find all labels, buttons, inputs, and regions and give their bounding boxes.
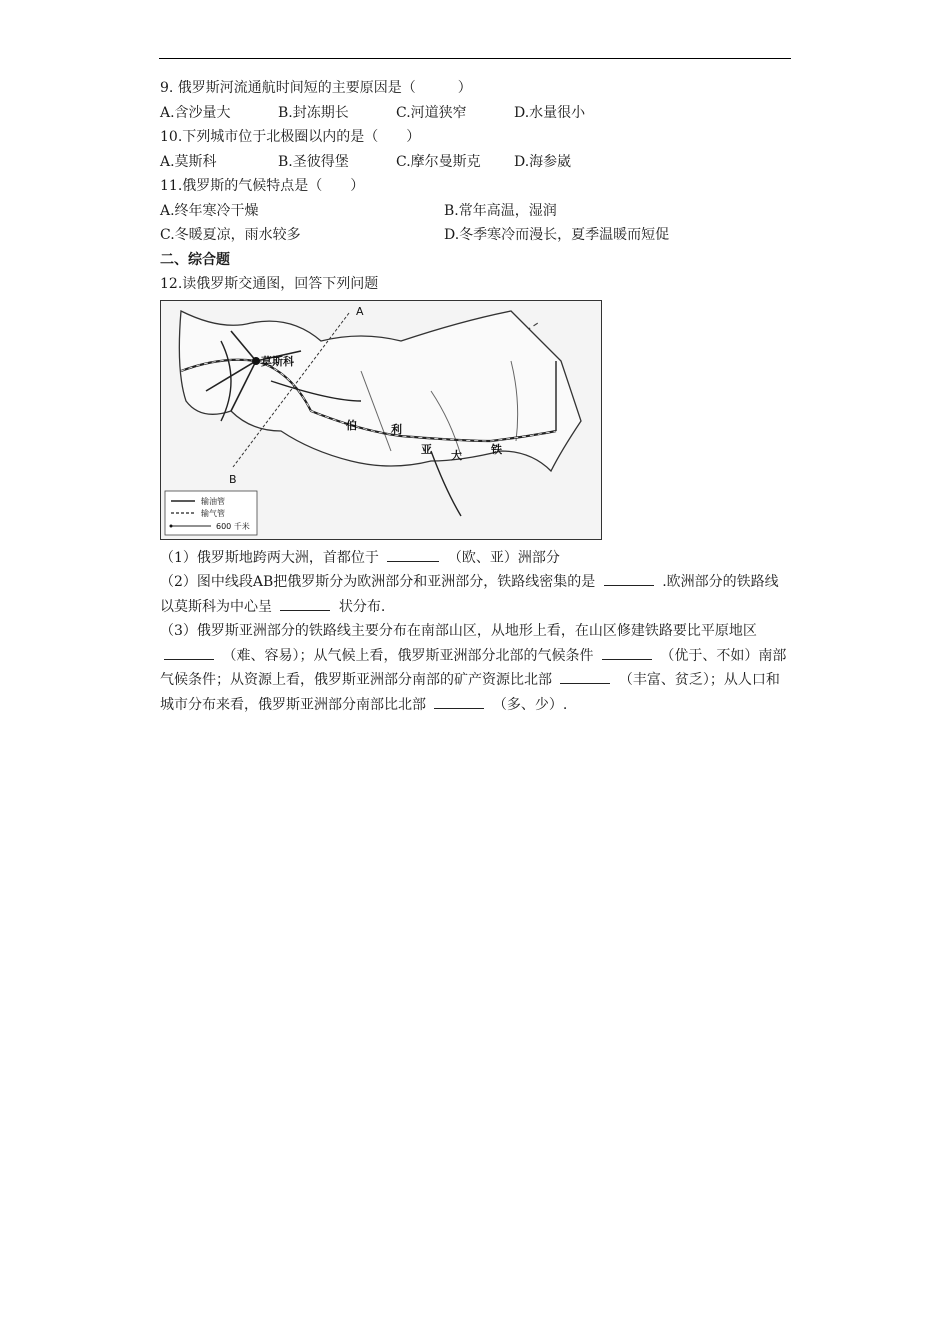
- q12-part3: [160, 619, 790, 717]
- q12-part2-text-b: .欧洲部分的铁路线以莫斯科为中心呈: [160, 574, 779, 615]
- q12-part1-text-b: （欧、亚）洲部分: [447, 549, 560, 566]
- q12-part2-text-a: （2）图中线段AB把俄罗斯分为欧洲部分和亚洲部分，铁路线密集的是: [160, 574, 596, 590]
- map-legend-oil: 输油管: [201, 496, 225, 506]
- map-rail-char-1: 伯: [346, 418, 357, 432]
- q12-part1-blank[interactable]: [387, 547, 439, 562]
- map-label-b: B: [229, 472, 237, 486]
- q10-option-a: A.莫斯科: [160, 153, 217, 170]
- q12-part3-text-d: （丰富、贫乏）；从人口和城市分布来看，俄罗斯亚洲部分南部比北部: [160, 672, 780, 713]
- q11-options-row1: [160, 199, 790, 224]
- q12-part2-blank-2[interactable]: [280, 596, 330, 611]
- q12-part2-text-c: 状分布.: [338, 598, 386, 615]
- q12-part3-blank-2[interactable]: [602, 645, 652, 660]
- q12-part3-text-a: （3）俄罗斯亚洲部分的铁路线主要分布在南部山区，从地形上看，在山区修建铁路要比平原地区: [160, 623, 757, 639]
- q12-part3-blank-1[interactable]: [164, 645, 214, 660]
- header-rule: [159, 58, 791, 59]
- q12-part3-text-c: （优于、不如）南部气候条件；从资源上看，俄罗斯亚洲部分南部的矿产资源比北部: [160, 647, 787, 688]
- q12-stem: 12.读俄罗斯交通图，回答下列问题: [160, 276, 379, 292]
- q12-part2: [160, 570, 790, 619]
- q10-options: [160, 150, 790, 175]
- map-rail-char-4: 大: [451, 448, 462, 462]
- q12-part1-text-a: （1）俄罗斯地跨两大洲，首都位于: [160, 549, 379, 566]
- worksheet-content: [160, 76, 790, 717]
- q11-option-c: C.冬暖夏凉，雨水较多: [160, 227, 301, 243]
- map-legend-scale: 600 千米: [216, 521, 250, 531]
- q10-option-d: D.海参崴: [514, 153, 572, 170]
- q12-part3-text-b: （难、容易）；从气候上看，俄罗斯亚洲部分北部的气候条件: [222, 647, 594, 664]
- q12-part3-text-e: （多、少）.: [492, 696, 568, 713]
- q11-option-d: D.冬季寒冷而漫长，夏季温暖而短促: [444, 227, 670, 243]
- q12-part3-blank-3[interactable]: [560, 669, 610, 684]
- q9-option-c: C.河道狭窄: [396, 104, 467, 121]
- q11-stem: 11.俄罗斯的气候特点是（ ）: [160, 178, 365, 194]
- q12-part2-blank-1[interactable]: [604, 571, 654, 586]
- q9-options: [160, 101, 790, 126]
- map-rail-char-2: 利: [391, 422, 402, 436]
- map-label-a: A: [356, 304, 364, 318]
- q10-stem: 10.下列城市位于北极圈以内的是（ ）: [160, 129, 421, 145]
- q12-part1: [160, 546, 790, 571]
- q11-option-a: A.终年寒冷干燥: [160, 202, 259, 219]
- q10-option-b: B.圣彼得堡: [278, 153, 349, 170]
- q12-part3-blank-4[interactable]: [434, 694, 484, 709]
- section-heading: 二、综合题: [160, 251, 230, 268]
- map-rail-char-5: 铁: [491, 442, 502, 456]
- q9-option-d: D.水量很小: [514, 104, 586, 121]
- q9-option-b: B.封冻期长: [278, 104, 349, 121]
- russia-transport-map: [160, 300, 602, 540]
- q9-stem: 9. 俄罗斯河流通航时间短的主要原因是（ ）: [160, 80, 472, 96]
- map-rail-char-3: 亚: [421, 442, 432, 456]
- q10-option-c: C.摩尔曼斯克: [396, 153, 481, 170]
- q9-option-a: A.含沙量大: [160, 104, 231, 121]
- map-legend-gas: 输气管: [201, 508, 225, 518]
- map-label-moscow: 莫斯科: [261, 354, 294, 368]
- q11-option-b: B.常年高温，湿润: [444, 202, 557, 219]
- q11-options-row2: [160, 223, 790, 248]
